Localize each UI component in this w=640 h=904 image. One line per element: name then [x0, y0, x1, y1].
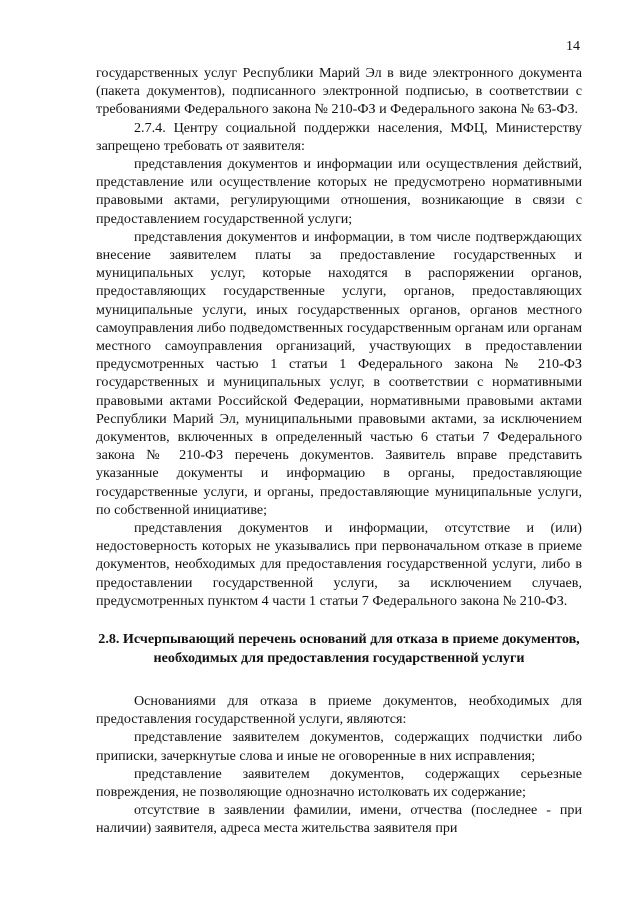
page-content: [96, 64, 582, 838]
paragraph-bottom-2: представление заявителем документов, содержащих подчистки либо приписки, зачеркнутые слова и иные не оговоренные в них исправления;: [96, 729, 582, 764]
paragraph-bottom-1: Основаниями для отказа в приеме документов, необходимых для предоставления государственной услуги, являются:: [96, 692, 582, 728]
paragraph-bottom-4: отсутствие в заявлении фамилии, имени, отчества (последнее - при наличии) заявителя, адреса места жительства заявителя при: [96, 802, 582, 837]
paragraph-top-2: 2.7.4. Центру социальной поддержки населения, МФЦ, Министерству запрещено требовать от заявителя:: [96, 119, 582, 154]
paragraph-top-1: государственных услуг Республики Марий Эл в виде электронного документа (пакета документов), подписанного электронной подписью, в соответствии с требованиями Федерального закона № 210-ФЗ и Федерального закона № 63-ФЗ.: [96, 65, 582, 118]
paragraph-bottom-3: представление заявителем документов, содержащих серьезные повреждения, не позволяющие однозначно истолковать их содержание;: [96, 765, 582, 800]
page-number: 14: [566, 39, 580, 54]
section-heading: 2.8. Исчерпывающий перечень оснований для отказа в приеме документов, необходимых для предоставления государственной услуги: [98, 631, 580, 666]
paragraph-top-5: представления документов и информации, отсутствие и (или) недостоверность которых не указывались при первоначальном отказе в приеме документов, необходимых для предоставления государственной услуги, либо в предоставлении государственной услуги, за исключением случаев, предусмотренных пунктом 4 части 1 статьи 7 Федерального закона № 210-ФЗ.: [96, 520, 582, 609]
paragraph-top-4: представления документов и информации, в том числе подтверждающих внесение заявителем платы за предоставление государственных и муниципальных услуг, которые находятся в распоряжении органов, предоставляющих государственные услуги, органов, предоставляющих муниципальные услуги, иных государственных органов, органов местного самоуправления либо подведомственных государственным органам или органам местного самоуправления организаций, участвующих в предоставлении предусмотренных частью 1 статьи 1 Федерального закона № 210-ФЗ государственных и муниципальных услуг, в соответствии с нормативными правовыми актами Российской Федерации, нормативными правовыми актами Республики Марий Эл, муниципальными правовыми актами, за исключением документов, включенных в определенный частью 6 статьи 7 Федерального закона № 210-ФЗ перечень документов. Заявитель вправе представить указанные документы и информацию в органы, предоставляющие государственные услуги, и органы, предоставляющие муниципальные услуги, по собственной инициативе;: [96, 228, 582, 518]
paragraph-top-3: представления документов и информации или осуществления действий, представление или осуществление которых не предусмотрено нормативными правовыми актами, регулирующими отношения, возникающие в связи с предоставлением государственной услуги;: [96, 156, 582, 227]
